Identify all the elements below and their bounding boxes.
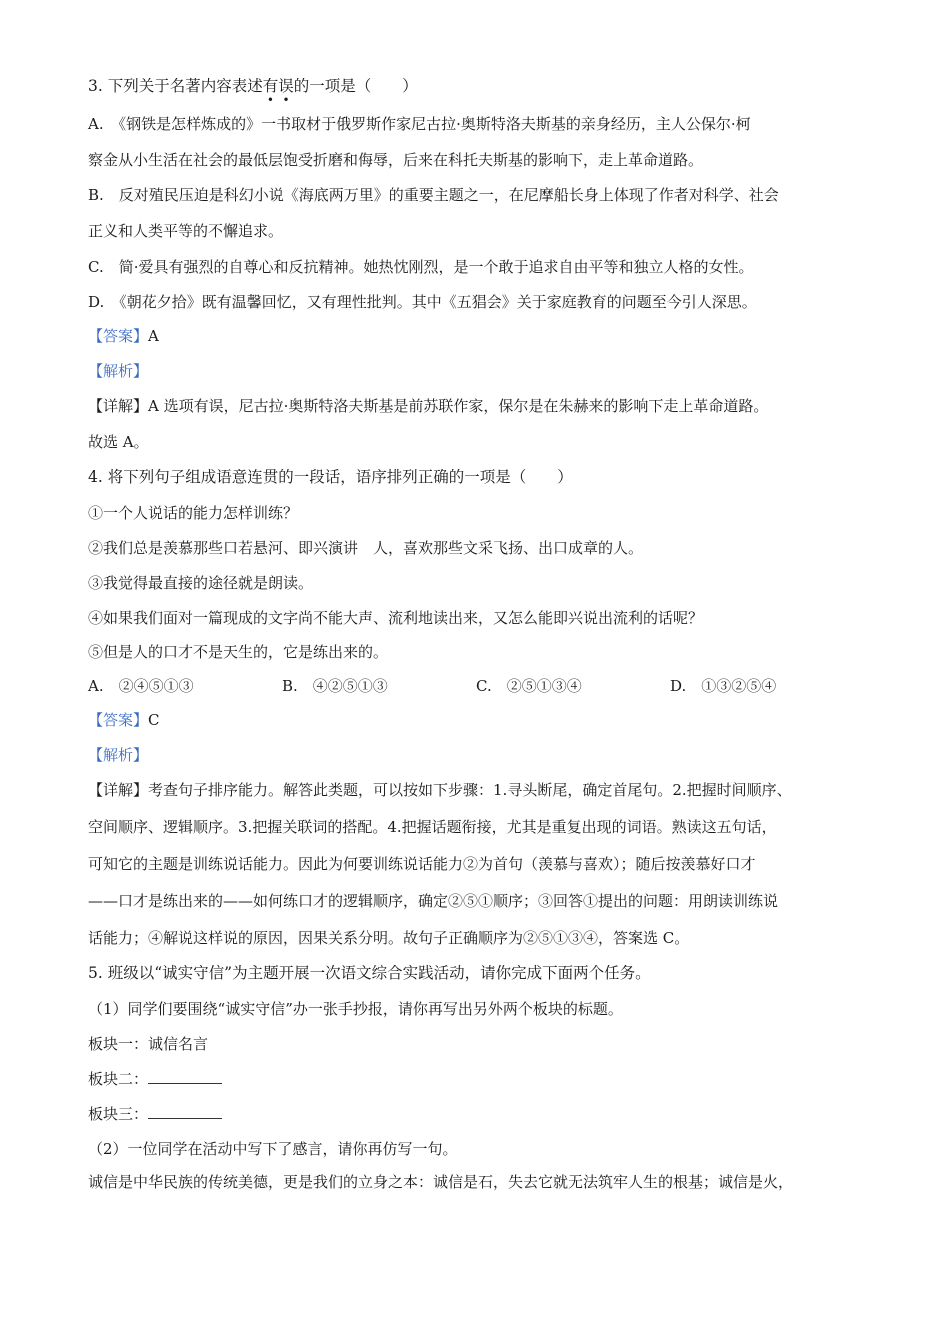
q4-answer xyxy=(88,710,880,730)
q4-option-c: C. ②⑤①③④ xyxy=(476,677,582,695)
q4-analysis-tag: 【解析】 xyxy=(88,746,149,764)
q4-detail-line2: 空间顺序、逻辑顺序。3.把握关联词的搭配。4.把握话题衔接，尤其是重复出现的词语。熟读这五句话， xyxy=(88,818,777,836)
q3-detail-line2: 故选 A。 xyxy=(88,433,149,451)
q3-detail-line1: 【详解】A 选项有误，尼古拉·奥斯特洛夫斯基是前苏联作家，保尔是在朱赫来的影响下走上革命道路。 xyxy=(88,397,769,415)
q5-block-2-label: 板块二： xyxy=(88,1070,149,1088)
q4-stem: 4. 将下列句子组成语意连贯的一段话，语序排列正确的一项是（ ） xyxy=(88,468,573,486)
q4-sentence-5: ⑤但是人的口才不是天生的，它是练出来的。 xyxy=(88,643,389,661)
q4-detail-line5: 话能力；④解说这样说的原因，因果关系分明。故句子正确顺序为②⑤①③④，答案选 C。 xyxy=(88,929,690,947)
q3-option-a-line1: A. 《钢铁是怎样炼成的》一书取材于俄罗斯作家尼古拉·奥斯特洛夫斯基的亲身经历，主人公保尔·柯 xyxy=(88,115,751,133)
q3-option-b-line1: B. 反对殖民压迫是科幻小说《海底两万里》的重要主题之一，在尼摩船长身上体现了作者对科学、社会 xyxy=(88,186,779,204)
q4-sentence-4: ④如果我们面对一篇现成的文字尚不能大声、流利地读出来，又怎么能即兴说出流利的话呢？ xyxy=(88,609,704,627)
q4-option-b: B. ④②⑤①③ xyxy=(282,677,388,695)
q5-block-2-blank[interactable] xyxy=(148,1069,222,1084)
q5-block-2 xyxy=(88,1069,880,1089)
q3-answer xyxy=(88,326,880,346)
q4-answer-value: C xyxy=(148,711,160,729)
q4-detail-line1: 【详解】考查句子排序能力。解答此类题，可以按如下步骤：1.寻头断尾，确定首尾句。2.把握时间顺序、 xyxy=(88,781,792,799)
q3-option-d: D. 《朝花夕拾》既有温馨回忆，又有理性批判。其中《五猖会》关于家庭教育的问题至今引人深思。 xyxy=(88,293,757,311)
q5-paragraph: 诚信是中华民族的传统美德，更是我们的立身之本：诚信是石，失去它就无法筑牢人生的根基；诚信是火， xyxy=(88,1173,794,1191)
q5-stem: 5. 班级以“诚实守信”为主题开展一次语文综合实践活动，请你完成下面两个任务。 xyxy=(88,964,651,982)
q3-analysis-tag: 【解析】 xyxy=(88,362,149,380)
q4-sentence-2: ②我们总是羡慕那些口若悬河、即兴演讲 人，喜欢那些文采飞扬、出口成章的人。 xyxy=(88,539,644,557)
q5-task-2: （2）一位同学在活动中写下了感言，请你再仿写一句。 xyxy=(88,1140,458,1158)
q3-option-a-line2: 察金从小生活在社会的最低层饱受折磨和侮辱，后来在科托夫斯基的影响下，走上革命道路。 xyxy=(88,151,704,169)
q3-stem-emph-2: 误 xyxy=(278,77,294,95)
q5-block-3-label: 板块三： xyxy=(88,1105,149,1123)
q5-block-1: 板块一：诚信名言 xyxy=(88,1035,209,1053)
q4-detail-line4: ——口才是练出来的——如何练口才的逻辑顺序，确定②⑤①顺序；③回答①提出的问题：用朗读训练说 xyxy=(88,892,779,910)
q3-stem-text: 3. 下列关于名著内容表述 xyxy=(88,77,263,95)
q3-stem-emph-1: 有 xyxy=(262,77,279,95)
q5-task-1: （1）同学们要围绕“诚实守信”办一张手抄报，请你再写出另外两个板块的标题。 xyxy=(88,1000,623,1018)
q3-stem-tail: 的一项是（ ） xyxy=(293,77,418,95)
q3-option-b-line2: 正义和人类平等的不懈追求。 xyxy=(88,222,284,240)
answer-tag: 【答案】 xyxy=(88,327,149,345)
q4-option-d: D. ①③②⑤④ xyxy=(670,677,777,695)
q4-option-a: A. ②④⑤①③ xyxy=(88,677,194,695)
q4-sentence-1: ①一个人说话的能力怎样训练？ xyxy=(88,504,299,522)
q4-detail-line3: 可知它的主题是训练说话能力。因此为何要训练说话能力②为首句（羡慕与喜欢）；随后按羡慕好口才 xyxy=(88,855,756,873)
q3-stem xyxy=(88,76,880,96)
q5-block-3-blank[interactable] xyxy=(148,1104,222,1119)
answer-tag: 【答案】 xyxy=(88,711,149,729)
q3-answer-value: A xyxy=(148,327,159,345)
q5-block-3 xyxy=(88,1104,880,1124)
q3-option-c: C. 简·爱具有强烈的自尊心和反抗精神。她热忱刚烈，是一个敢于追求自由平等和独立人格的女性。 xyxy=(88,258,754,276)
q4-sentence-3: ③我觉得最直接的途径就是朗读。 xyxy=(88,574,314,592)
